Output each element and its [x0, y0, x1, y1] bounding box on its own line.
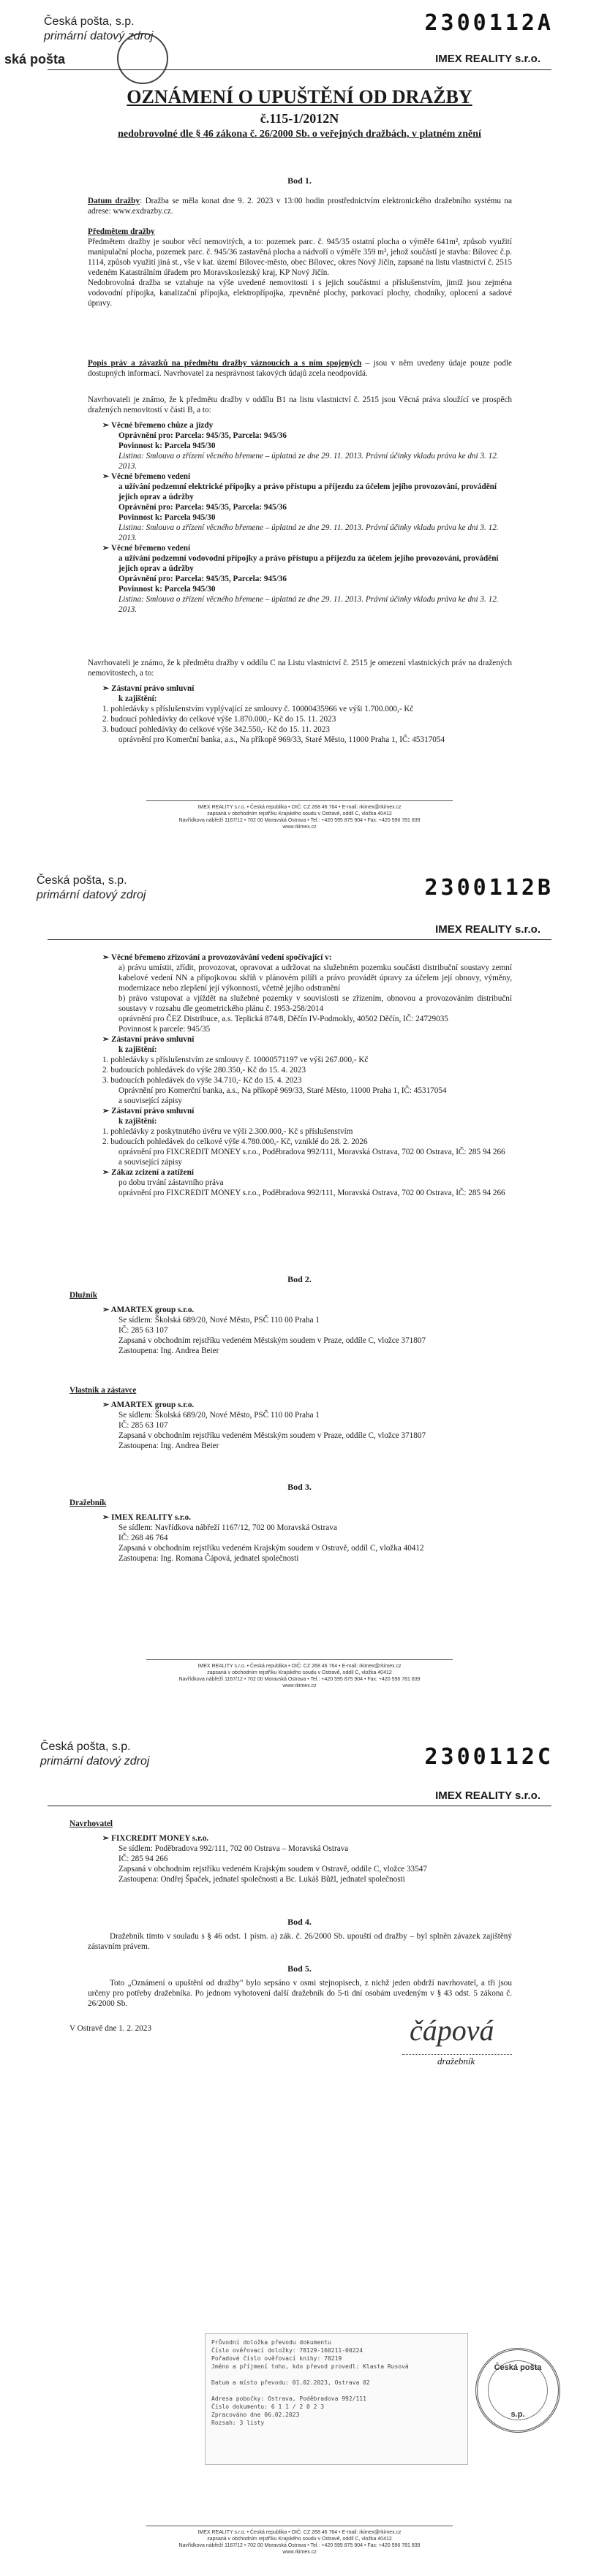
footer-line: zapsaná v obchodním rejstříku Krajského soudu v Ostravě, oddíl C, vložka 40412 — [207, 811, 392, 817]
footer-rule — [146, 1659, 453, 1660]
list-item: po dobu trvání zástavního práva — [118, 1178, 224, 1187]
list-item: ➢ AMARTEX group s.r.o. — [102, 1401, 195, 1409]
easement-list — [102, 420, 512, 615]
list-item: Povinnost k: Parcela 945/30 — [118, 513, 216, 522]
list-item: Listina: Smlouva o zřízení věcného břemene – úplatná ze dne 29. 11. 2013. Právní účinky vkladu práva ke dni 3. 12. 2013. — [118, 523, 499, 542]
footer-line: www.rkimex.cz — [282, 825, 317, 830]
footer-line: www.rkimex.cz — [282, 2550, 317, 2555]
list-item: ➢ Věcné břemeno vedení — [102, 472, 191, 481]
list-item: IČ: 285 94 266 — [118, 1855, 168, 1863]
list-item: k zajištění: — [118, 1045, 157, 1054]
list-item: Zapsaná v obchodním rejstříku vedeném Městským soudem v Praze, oddíle C, vložce 371807 — [118, 1336, 426, 1345]
footer-line: zapsaná v obchodním rejstříku Krajského soudu v Ostravě, oddíl C, vložka 40412 — [207, 2537, 392, 2542]
list-item: Oprávnění pro: Parcela: 945/35, Parcela: 945/36 — [118, 503, 287, 512]
conv-line — [211, 2387, 462, 2395]
list-item: Zastoupena: Ing. Romana Čápová, jednatel společnosti — [118, 1554, 299, 1563]
list-item: a související zápisy — [118, 1096, 182, 1105]
list-item: Oprávnění pro: Parcela: 945/35, Parcela: 945/36 — [118, 431, 287, 440]
conv-line — [211, 2371, 462, 2379]
list-item: a související zápisy — [118, 1158, 182, 1167]
place-and-date: V Ostravě dne 1. 2. 2023 — [69, 2024, 151, 2033]
list-item: k zajištění: — [118, 694, 157, 703]
page-number: 2300112B — [424, 875, 554, 901]
bod-4-text: Dražebník tímto v souladu s § 46 odst. 1 písm. a) zák. č. 26/2000 Sb. upouští od dražby – byl splněn závazek zajištěný zástavním právem. — [88, 1932, 512, 1951]
stamp-line-2: primární datový zdroj — [44, 30, 154, 42]
rights-section — [88, 358, 512, 379]
stamp-text-bottom: s.p. — [511, 2410, 525, 2419]
header-rule — [48, 939, 551, 940]
document-page-1 — [0, 0, 599, 852]
owner-label: Vlastník a zástavce — [69, 1386, 137, 1395]
subject-section — [88, 227, 512, 308]
page-footer — [0, 2529, 599, 2556]
list-item: 1. pohledávky s příslušenstvím vyplývající ze smlouvy č. 10000435966 ve výši 1.700.000,- Kč — [102, 705, 414, 713]
list-item: ➢ IMEX REALITY s.r.o. — [102, 1513, 192, 1522]
auction-date-label: Datum dražby — [88, 197, 140, 205]
list-item: Zastoupena: Ing. Andrea Beier — [118, 1346, 219, 1355]
conv-line: Jméno a příjmení toho, kdo převod provedl: Klasta Rusová — [211, 2363, 409, 2370]
list-item: Se sídlem: Školská 689/20, Nové Město, PSČ 110 00 Praha 1 — [118, 1316, 320, 1325]
header-rule — [48, 69, 551, 70]
easement-list — [102, 952, 512, 1198]
stamp-line-1: Česká pošta, s.p. — [40, 1740, 131, 1753]
round-postal-stamp — [475, 2348, 560, 2433]
stamp-line-1: Česká pošta, s.p. — [44, 15, 135, 28]
restrictions-text: Navrhovateli je známo, že k předmětu dražby v oddílu C na Listu vlastnictví č. 2515 je omezení vlastnických práv na dražených nemovitostech, a to: — [88, 659, 512, 678]
list-item: Listina: Smlouva o zřízení věcného břemene – úplatná ze dne 29. 11. 2013. Právní účinky vkladu práva ke dni 3. 12. 2013. — [118, 595, 499, 614]
section-heading-bod-1: Bod 1. — [287, 175, 312, 186]
signature: čápová — [410, 2014, 494, 2047]
conversion-clause — [205, 2333, 468, 2465]
signature-label: dražebník — [437, 2056, 475, 2067]
stamp-line-1: Česká pošta, s.p. — [37, 874, 127, 887]
auctioneer-block — [102, 1512, 512, 1564]
conv-line: Rozsah: 3 listy — [211, 2420, 265, 2426]
debtor-block — [102, 1305, 512, 1356]
list-item: IČ: 285 63 107 — [118, 1326, 168, 1335]
footer-line: www.rkimex.cz — [282, 1683, 317, 1689]
auctioneer-label: Dražebník — [69, 1499, 107, 1507]
list-item: ➢ Zástavní právo smluvní — [102, 684, 195, 693]
bod-5-text: Toto „Oznámení o upuštění od dražby" bylo sepsáno v osmi stejnopisech, z nichž jeden obdrží navrhovatel, a tři jsou určeny pro potřeby dražebníka. Po jednom vyhotovení další dražebník do 5-ti dní osobám uvedeným v § 43 odst. 5 zákona č. 26/2000 Sb. — [88, 1979, 512, 2008]
page-number: 2300112C — [424, 1744, 554, 1770]
list-item: Oprávnění pro: Parcela: 945/35, Parcela: 945/36 — [118, 575, 287, 583]
conv-line: Datum a místo převodu: 01.02.2023, Ostrava 02 — [211, 2379, 370, 2386]
footer-line: Navřídkova nábřeží 1167/12 • 702 00 Moravská Ostrava • Tel.: +420 595 875 904 • Fax: +420 596 781 839 — [178, 2543, 421, 2548]
list-item: Se sídlem: Školská 689/20, Nové Město, PSČ 110 00 Praha 1 — [118, 1411, 320, 1420]
list-item: ➢ AMARTEX group s.r.o. — [102, 1306, 195, 1314]
conv-line: Číslo dokumentu: 6 1 1 / 2 0 2 3 — [211, 2403, 325, 2410]
list-item: a) právu umístit, zřídit, provozovat, opravovat a udržovat na služebném pozemku součásti distribuční soustavy zemní kabelové vedení NN a přípojkovou skříň v plánovém pilíři a právo provádět úpravy za účelem její obnovy, výměny, modernizace nebo zlepšení její výkonnosti, včetně jejího odstranění — [118, 963, 512, 993]
section-heading-bod-3: Bod 3. — [287, 1482, 312, 1492]
company-header: IMEX REALITY s.r.o. — [435, 53, 540, 65]
list-item: 1. pohledávky z poskytnutého úvěru ve výši 2.300.000,- Kč s příslušenstvím — [102, 1127, 353, 1136]
footer-line: zapsaná v obchodním rejstříku Krajského soudu v Ostravě, oddíl C, vložka 40412 — [207, 1670, 392, 1675]
round-stamp-mark — [117, 33, 168, 84]
debtor-label: Dlužník — [69, 1291, 97, 1300]
list-item: Zastoupena: Ing. Andrea Beier — [118, 1442, 219, 1450]
subject-text: Předmětem dražby je soubor věcí nemovitých, a to: pozemek parc. č. 945/35 ostatní plocha o výměře 641m², způsob využití manipulační plocha, pozemek parc. č. 945/36 zastavěná plocha a nádvoří o výměře 359 m², jehož součástí je stavba: Bílovec č.p. 1114, způsob využití jiná st., vše v kat. území Bílovec-město, obec Bílovec, okres Nový Jičín, zapsané na listu vlastnictví č. 2515 vedeném Katastrálním úřadem pro Moravskoslezský kraj, KP Nový Jičín. — [88, 238, 512, 277]
document-title: OZNÁMENÍ O UPUŠTĚNÍ OD DRAŽBY — [127, 86, 472, 107]
list-item: ➢ Věcné břemeno vedení — [102, 544, 191, 553]
section-heading-bod-2: Bod 2. — [287, 1274, 312, 1284]
list-item: IČ: 268 46 764 — [118, 1534, 168, 1542]
conv-line: Číslo ověřovací doložky: 78129-160211-00224 — [211, 2347, 363, 2354]
list-item: Oprávnění pro Komerční banka, a.s., Na příkopě 969/33, Staré Město, 11000 Praha 1, IČ: 45317054 — [118, 1086, 447, 1095]
signature-line — [402, 2054, 512, 2055]
owner-block — [102, 1400, 512, 1451]
section-heading-bod-5: Bod 5. — [287, 1963, 312, 1974]
list-item: oprávnění pro ČEZ Distribuce, a.s. Teplická 874/8, Děčín IV-Podmokly, 40502 Děčín, IČ: 24729035 — [118, 1015, 448, 1023]
list-item: Zapsaná v obchodním rejstříku vedeném Krajským soudem v Ostravě, oddíl C, vložka 40412 — [118, 1544, 424, 1553]
list-item: ➢ Věcné břemeno chůze a jízdy — [102, 421, 214, 430]
list-item: ➢ Věcné břemeno zřizování a provozovávání vedení spočívající v: — [102, 953, 332, 962]
list-item: Se sídlem: Poděbradova 992/111, 702 00 Ostrava – Moravská Ostrava — [118, 1844, 349, 1853]
footer-line: IMEX REALITY s.r.o. • Česká republika • OIČ: CZ 268 46 764 • E-mail: rkimex@rkimex.cz — [197, 2530, 402, 2535]
list-item: ➢ Zákaz zcizení a zatížení — [102, 1168, 194, 1177]
footer-rule — [146, 800, 453, 801]
footer-line: Navřídkova nábřeží 1167/12 • 702 00 Moravská Ostrava • Tel.: +420 595 875 904 • Fax: +420 596 781 839 — [178, 1677, 421, 1682]
list-item: 1. pohledávky s příslušenstvím ze smlouvy č. 10000571197 ve výši 267.000,- Kč — [102, 1056, 369, 1064]
list-item: k zajištění: — [118, 1117, 157, 1126]
list-item: b) právo vstupovat a vjíždět na služebné pozemky v souvislosti se zřízením, obnovou a provozováním distribuční soustavy v rozsahu dle geometrického plánu č. 1953-258/2014 — [118, 994, 512, 1013]
stamp-overlay: ská pošta — [4, 52, 66, 67]
lien-list — [102, 683, 512, 745]
list-item: ➢ Zástavní právo smluvní — [102, 1035, 195, 1044]
stamp-line-2: primární datový zdroj — [40, 1755, 150, 1768]
subject-label: Předmětem dražby — [88, 227, 155, 236]
rights-text: – jsou v něm uvedeny údaje pouze podle dostupných informací. Navrhovatel za nesprávnost takových údajů zcela neodpovídá. — [88, 359, 513, 378]
proposer-label: Navrhovatel — [69, 1819, 113, 1828]
list-item: ➢ Zástavní právo smluvní — [102, 1107, 195, 1115]
company-header: IMEX REALITY s.r.o. — [435, 1789, 540, 1802]
section-heading-bod-4: Bod 4. — [287, 1917, 312, 1927]
list-item: Zastoupena: Ondřej Špaček, jednatel společnosti a Bc. Lukáš Bůžl, jednatel společnosti — [118, 1875, 405, 1884]
list-item: IČ: 285 63 107 — [118, 1421, 168, 1430]
list-item: 3. budoucích pohledávek do výše 34.710,- Kč do 15. 4. 2023 — [102, 1076, 302, 1085]
list-item: 2. budoucí pohledávky do celkové výše 1.870.000,- Kč do 15. 11. 2023 — [102, 715, 336, 724]
auction-date-text: : Dražba se měla konat dne 9. 2. 2023 v 13:00 hodin prostřednictvím elektronického dražebního systému na adrese: www.exdrazby.cz. — [88, 197, 512, 216]
document-page-3 — [0, 1718, 599, 2576]
case-number: č.115-1/2012N — [260, 111, 339, 126]
stamp-line-2: primární datový zdroj — [37, 889, 146, 901]
page-footer — [0, 804, 599, 830]
conv-line: Průvodní doložka převodu dokumentu — [211, 2339, 331, 2346]
conv-line: Zpracováno dne 06.02.2023 — [211, 2412, 300, 2418]
list-item: Povinnost k: Parcela 945/30 — [118, 442, 216, 450]
list-item: oprávnění pro FIXCREDIT MONEY s.r.o., Poděbradova 992/111, Moravská Ostrava, 702 00 Ostrava, IČ: 285 94 266 — [118, 1189, 505, 1197]
proposer-block — [102, 1833, 512, 1884]
list-item: Povinnost k: Parcela 945/30 — [118, 585, 216, 594]
footer-line: IMEX REALITY s.r.o. • Česká republika • OIČ: CZ 268 46 764 • E-mail: rkimex@rkimex.cz — [197, 1664, 402, 1669]
list-item: Zapsaná v obchodním rejstříku vedeném Krajským soudem v Ostravě, oddíle C, vložce 33547 — [118, 1865, 427, 1874]
list-item: Se sídlem: Navřídkova nábřeží 1167/12, 702 00 Moravská Ostrava — [118, 1523, 337, 1532]
list-item: 2. budoucích pohledávek do výše 280.350,- Kč do 15. 4. 2023 — [102, 1066, 306, 1075]
rights-label: Popis práv a závazků na předmětu dražby váznoucích a s ním spojených — [88, 359, 362, 368]
company-header: IMEX REALITY s.r.o. — [435, 923, 540, 936]
list-item: a užívání podzemní elektrické přípojky a právo přístupu a příjezdu za účelem jejího provozování, provádění jejich oprav a údržby — [118, 482, 497, 501]
postal-stamp — [40, 1740, 149, 1769]
list-item: oprávnění pro FIXCREDIT MONEY s.r.o., Poděbradova 992/111, Moravská Ostrava, 702 00 Ostrava, IČ: 285 94 266 — [118, 1148, 505, 1156]
list-item: a užívání podzemní vodovodní přípojky a právo přístupu a příjezdu za účelem jejího provozování, provádění jejich oprav a údržby — [118, 554, 499, 573]
list-item: ➢ FIXCREDIT MONEY s.r.o. — [102, 1834, 209, 1843]
known-rights-text: Navrhovateli je známo, že k předmětu dražby v oddílu B1 na listu vlastnictví č. 2515 jsou Věcná práva sloužící ve prospěch dražených nemovitostí v části B, a to: — [88, 395, 512, 414]
list-item: 3. budoucí pohledávky do celkové výše 342.550,- Kč do 15. 11. 2023 — [102, 725, 330, 734]
stamp-text-top: Česká pošta — [494, 2363, 542, 2372]
footer-line: IMEX REALITY s.r.o. • Česká republika • OIČ: CZ 268 46 764 • E-mail: rkimex@rkimex.cz — [197, 805, 402, 810]
list-item: Povinnost k parcele: 945/35 — [118, 1025, 211, 1034]
document-page-2 — [0, 859, 599, 1711]
conv-line: Adresa pobočky: Ostrava, Poděbradova 992/111 — [211, 2395, 366, 2402]
list-item: Listina: Smlouva o zřízení věcného břemene – úplatná ze dne 29. 11. 2013. Právní účinky vkladu práva ke dni 3. 12. 2013. — [118, 452, 499, 471]
footer-line: Navřídkova nábřeží 1167/12 • 702 00 Moravská Ostrava • Tel.: +420 595 875 904 • Fax: +420 596 781 839 — [178, 818, 421, 823]
document-subtitle: nedobrovolné dle § 46 zákona č. 26/2000 Sb. o veřejných dražbách, v platném znění — [118, 129, 481, 140]
list-item: 2. budoucích pohledávek do celkové výše 4.780.000,- Kč, vzniklé do 28. 2. 2026 — [102, 1137, 368, 1146]
page-footer — [0, 1663, 599, 1689]
subject-text-2: Nedobrovolná dražba se vztahuje na výše uvedené nemovitosti i s jejich součástmi a příslušenstvím, jimiž jsou zejména vodovodní přípojka, kanalizační přípojka, elektropřípojka, zpevněné plochy, parkovací plochy, chodníky, oplocení a sadové úpravy. — [88, 279, 512, 308]
list-item: oprávnění pro Komerční banka, a.s., Na příkopě 969/33, Staré Město, 11000 Praha 1, IČ: 45317054 — [118, 735, 445, 744]
page-number: 2300112A — [424, 10, 554, 36]
auction-date — [88, 196, 512, 216]
list-item: Zapsaná v obchodním rejstříku vedeném Městským soudem v Praze, oddíle C, vložce 371807 — [118, 1431, 426, 1440]
postal-stamp — [37, 874, 146, 903]
conv-line: Pořadové číslo ověřovací knihy: 78219 — [211, 2355, 342, 2362]
